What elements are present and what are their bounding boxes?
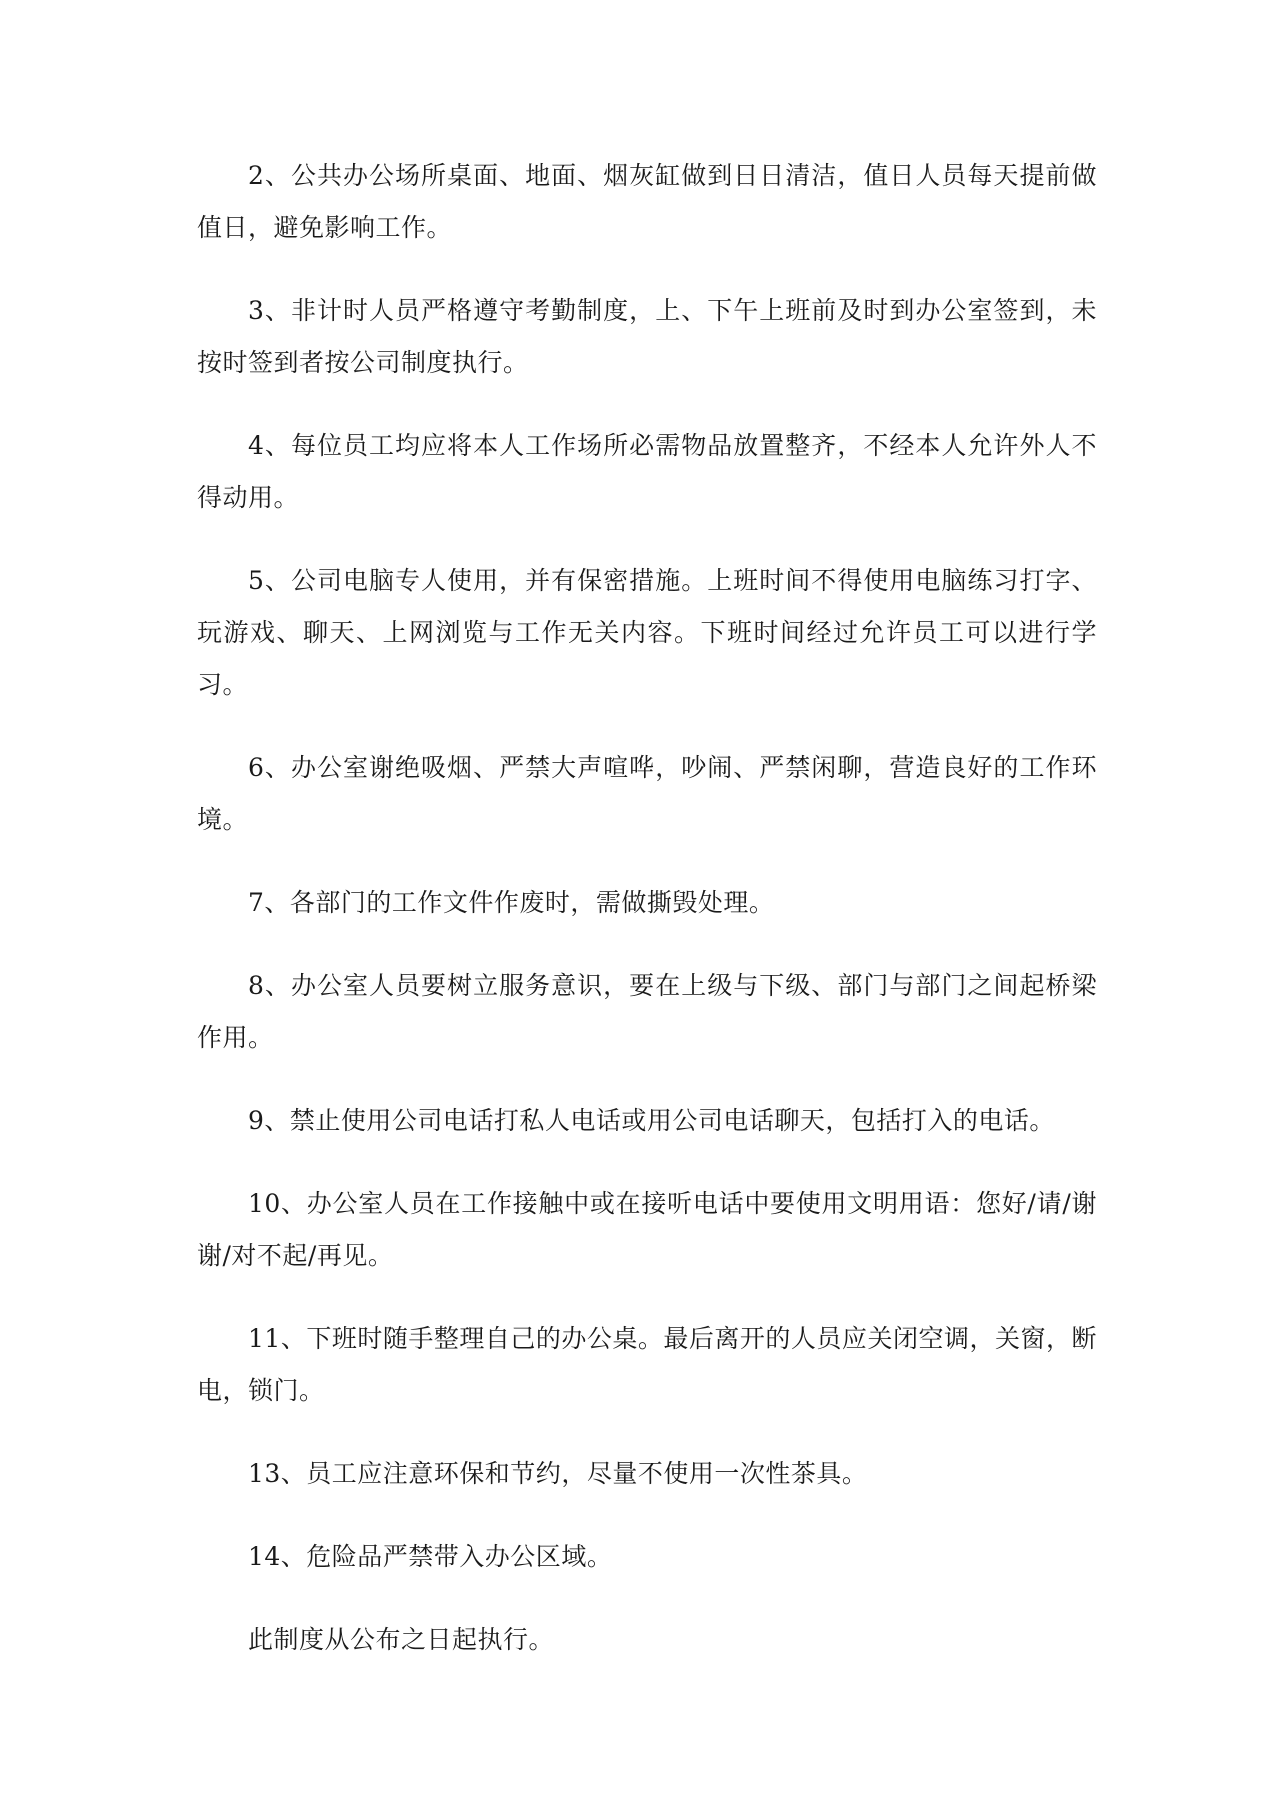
rule-paragraph-6: 6、办公室谢绝吸烟、严禁大声喧哗，吵闹、严禁闲聊，营造良好的工作环境。	[197, 753, 1097, 834]
rule-paragraph-2: 2、公共办公场所桌面、地面、烟灰缸做到日日清洁，值日人员每天提前做值日，避免影响工作。	[197, 161, 1097, 242]
rule-paragraph-4: 4、每位员工均应将本人工作场所必需物品放置整齐，不经本人允许外人不得动用。	[197, 431, 1097, 512]
rule-paragraph-10: 10、办公室人员在工作接触中或在接听电话中要使用文明用语：您好/请/谢谢/对不起/再见。	[197, 1189, 1097, 1270]
document-body	[197, 150, 1097, 1697]
effective-statement: 此制度从公布之日起执行。	[248, 1625, 555, 1654]
rule-paragraph-5: 5、公司电脑专人使用，并有保密措施。上班时间不得使用电脑练习打字、玩游戏、聊天、上网浏览与工作无关内容。下班时间经过允许员工可以进行学习。	[197, 566, 1097, 699]
rule-paragraph-13: 13、员工应注意环保和节约，尽量不使用一次性茶具。	[248, 1459, 868, 1488]
rule-paragraph-11: 11、下班时随手整理自己的办公桌。最后离开的人员应关闭空调，关窗，断电，锁门。	[197, 1324, 1097, 1405]
rule-paragraph-9: 9、禁止使用公司电话打私人电话或用公司电话聊天，包括打入的电话。	[248, 1106, 1055, 1135]
rule-paragraph-7: 7、各部门的工作文件作废时，需做撕毁处理。	[248, 888, 775, 917]
rule-paragraph-14: 14、危险品严禁带入办公区域。	[248, 1542, 613, 1571]
rule-paragraph-8: 8、办公室人员要树立服务意识，要在上级与下级、部门与部门之间起桥梁作用。	[197, 971, 1097, 1052]
rule-paragraph-3: 3、非计时人员严格遵守考勤制度，上、下午上班前及时到办公室签到，未按时签到者按公司制度执行。	[197, 296, 1097, 377]
